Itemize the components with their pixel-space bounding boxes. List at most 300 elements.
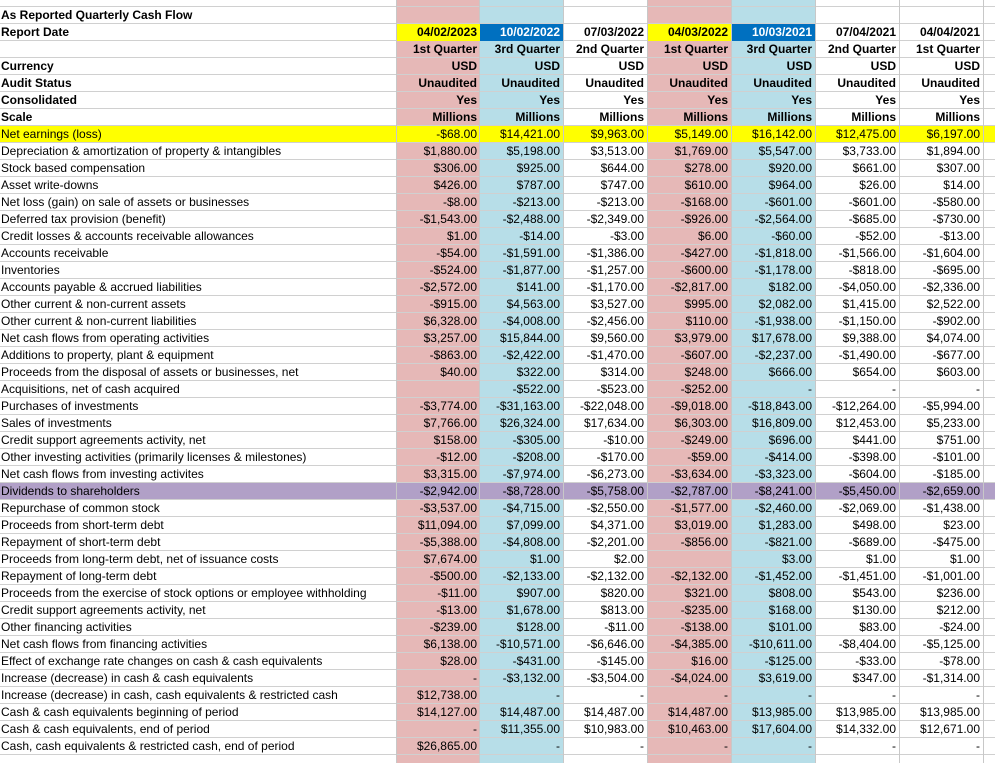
value-cell[interactable]: $128.00 [516,620,560,634]
value-cell[interactable]: -$1,314.00 [922,671,980,685]
value-cell[interactable]: -$1,438.00 [922,501,980,515]
value-cell[interactable]: $603.00 [936,365,980,379]
value-cell[interactable]: $1,283.00 [758,518,812,532]
value-cell[interactable]: -$915.00 [429,297,477,311]
value-cell[interactable]: -$78.00 [939,654,980,668]
value-cell[interactable]: -$235.00 [680,603,728,617]
value-cell[interactable]: $13,985.00 [919,705,980,719]
value-cell[interactable]: -$902.00 [932,314,980,328]
value-cell[interactable]: -$5,758.00 [586,484,644,498]
value-cell[interactable]: -$8,241.00 [754,484,812,498]
header-cell[interactable]: Yes [959,93,980,107]
value-cell[interactable]: $1,880.00 [423,144,477,158]
header-cell[interactable] [480,7,563,24]
value-cell[interactable]: $7,766.00 [423,416,477,430]
value-cell[interactable]: -$689.00 [848,535,896,549]
value-cell[interactable]: $101.00 [768,620,812,634]
row-label[interactable]: Accounts payable & accrued liabilities [1,280,202,294]
value-cell[interactable]: -$1,818.00 [754,246,812,260]
value-cell[interactable]: -$1,470.00 [586,348,644,362]
value-cell[interactable]: $654.00 [852,365,896,379]
value-cell[interactable]: $14,421.00 [499,127,560,141]
value-cell[interactable]: -$18,843.00 [747,399,812,413]
value-cell[interactable]: - [473,671,477,685]
value-cell[interactable]: -$1,257.00 [586,263,644,277]
value-cell[interactable]: -$1,178.00 [754,263,812,277]
value-cell[interactable]: $182.00 [768,280,812,294]
value-cell[interactable]: -$2,550.00 [586,501,644,515]
value-cell[interactable]: -$1,001.00 [922,569,980,583]
value-cell[interactable]: -$8.00 [442,195,477,209]
value-cell[interactable]: $3,513.00 [590,144,644,158]
row-label[interactable]: Acquisitions, net of cash acquired [1,382,180,396]
value-cell[interactable]: - [640,739,644,753]
header-cell[interactable]: USD [786,59,812,73]
value-cell[interactable]: -$7,974.00 [502,467,560,481]
value-cell[interactable]: $14,332.00 [835,722,896,736]
value-cell[interactable]: $12,738.00 [416,688,477,702]
value-cell[interactable]: $10,463.00 [667,722,728,736]
value-cell[interactable]: $820.00 [600,586,644,600]
value-cell[interactable]: -$5,994.00 [922,399,980,413]
value-cell[interactable]: $9,963.00 [590,127,644,141]
value-cell[interactable]: $6,328.00 [423,314,477,328]
value-cell[interactable]: -$10,611.00 [748,637,812,651]
value-cell[interactable]: -$213.00 [512,195,560,209]
value-cell[interactable]: $12,671.00 [919,722,980,736]
value-cell[interactable]: $13,985.00 [835,705,896,719]
value-cell[interactable]: -$3,537.00 [419,501,477,515]
date-cell[interactable]: 10/03/2021 [732,24,815,41]
value-cell[interactable]: - [808,739,812,753]
value-cell[interactable]: -$3,323.00 [754,467,812,481]
header-cell[interactable]: 2nd Quarter [575,42,644,56]
value-cell[interactable]: - [808,688,812,702]
value-cell[interactable]: $1.00 [446,229,477,243]
value-cell[interactable]: -$2,349.00 [586,212,644,226]
value-cell[interactable] [648,551,731,568]
value-cell[interactable]: -$2,942.00 [419,484,477,498]
value-cell[interactable]: -$1,577.00 [670,501,728,515]
value-cell[interactable]: $426.00 [433,178,477,192]
value-cell[interactable]: $14.00 [943,178,980,192]
header-cell[interactable]: USD [954,59,980,73]
header-cell[interactable]: USD [870,59,896,73]
value-cell[interactable]: $7,099.00 [506,518,560,532]
value-cell[interactable]: -$59.00 [687,450,728,464]
row-label[interactable]: Increase (decrease) in cash & cash equivalents [1,671,254,685]
value-cell[interactable]: -$52.00 [855,229,896,243]
value-cell[interactable]: $158.00 [433,433,477,447]
header-cell[interactable]: Unaudited [669,76,728,90]
value-cell[interactable]: $787.00 [516,178,560,192]
value-cell[interactable]: -$604.00 [848,467,896,481]
value-cell[interactable]: -$475.00 [932,535,980,549]
value-cell[interactable]: -$600.00 [680,263,728,277]
value-cell[interactable]: -$5,388.00 [419,535,477,549]
value-cell[interactable]: -$249.00 [680,433,728,447]
value-cell[interactable]: $40.00 [440,365,477,379]
value-cell[interactable]: -$2,133.00 [502,569,560,583]
value-cell[interactable]: -$926.00 [680,212,728,226]
row-label[interactable]: Net earnings (loss) [1,127,102,141]
header-cell[interactable] [900,7,983,24]
value-cell[interactable]: $23.00 [943,518,980,532]
value-cell[interactable]: $5,149.00 [674,127,728,141]
value-cell[interactable]: $610.00 [684,178,728,192]
header-cell[interactable]: Unaudited [837,76,896,90]
value-cell[interactable]: -$213.00 [596,195,644,209]
value-cell[interactable]: -$2,132.00 [586,569,644,583]
value-cell[interactable]: $17,604.00 [751,722,812,736]
value-cell[interactable]: -$1,543.00 [419,212,477,226]
value-cell[interactable]: -$31,163.00 [495,399,560,413]
row-label[interactable]: Repurchase of common stock [1,501,160,515]
value-cell[interactable]: -$5,125.00 [922,637,980,651]
row-label[interactable]: Accounts receivable [1,246,109,260]
value-cell[interactable]: -$22,048.00 [579,399,644,413]
row-label[interactable]: Cash & cash equivalents beginning of period [1,705,239,719]
row-label[interactable]: Other investing activities (primarily licenses & milestones) [1,450,307,464]
value-cell[interactable]: $15,844.00 [499,331,560,345]
header-cell[interactable]: Yes [623,93,644,107]
row-label[interactable]: Increase (decrease) in cash, cash equivalents & restricted cash [1,688,338,702]
value-cell[interactable]: $14,127.00 [416,705,477,719]
header-label[interactable]: Report Date [1,25,70,39]
value-cell[interactable]: -$12,264.00 [831,399,896,413]
row-label[interactable]: Inventories [1,263,60,277]
value-cell[interactable]: - [724,688,728,702]
value-cell[interactable]: $12,453.00 [835,416,896,430]
value-cell[interactable]: $6.00 [697,229,728,243]
header-cell[interactable]: Millions [599,110,644,124]
value-cell[interactable]: -$1,386.00 [586,246,644,260]
value-cell[interactable]: $17,634.00 [583,416,644,430]
value-cell[interactable]: $141.00 [516,280,560,294]
row-label[interactable]: Other financing activities [1,620,132,634]
value-cell[interactable]: -$2,572.00 [419,280,477,294]
value-cell[interactable]: -$2,237.00 [754,348,812,362]
value-cell[interactable]: $2,082.00 [758,297,812,311]
value-cell[interactable]: -$695.00 [932,263,980,277]
date-cell[interactable]: 07/04/2021 [835,25,896,39]
value-cell[interactable]: $1.00 [949,552,980,566]
date-cell[interactable]: 07/03/2022 [583,25,644,39]
value-cell[interactable]: -$4,385.00 [670,637,728,651]
value-cell[interactable]: - [892,739,896,753]
value-cell[interactable]: $7,674.00 [423,552,477,566]
value-cell[interactable]: $1.00 [529,552,560,566]
value-cell[interactable]: $6,138.00 [423,637,477,651]
value-cell[interactable]: - [976,382,980,396]
value-cell[interactable]: $9,560.00 [590,331,644,345]
header-cell[interactable]: USD [534,59,560,73]
value-cell[interactable]: -$730.00 [932,212,980,226]
row-label[interactable]: Credit losses & accounts receivable allowances [1,229,254,243]
header-cell[interactable]: 1st Quarter [412,42,477,56]
value-cell[interactable]: $696.00 [768,433,812,447]
value-cell[interactable]: $110.00 [685,314,728,328]
value-cell[interactable]: $3,019.00 [674,518,728,532]
value-cell[interactable]: -$580.00 [932,195,980,209]
value-cell[interactable]: $4,371.00 [590,518,644,532]
value-cell[interactable]: -$1,566.00 [838,246,896,260]
value-cell[interactable]: -$6,646.00 [586,637,644,651]
value-cell[interactable]: $322.00 [516,365,560,379]
value-cell[interactable]: -$3,634.00 [670,467,728,481]
value-cell[interactable]: -$2,069.00 [838,501,896,515]
value-cell[interactable]: $26.00 [859,178,896,192]
header-cell[interactable]: 2nd Quarter [827,42,896,56]
value-cell[interactable]: $543.00 [852,586,896,600]
row-label[interactable]: Proceeds from short-term debt [1,518,164,532]
value-cell[interactable]: - [640,688,644,702]
value-cell[interactable]: - [556,739,560,753]
value-cell[interactable]: -$4,024.00 [670,671,728,685]
row-label[interactable]: Other current & non-current assets [1,297,186,311]
value-cell[interactable]: $2.00 [613,552,644,566]
value-cell[interactable]: $1.00 [865,552,896,566]
value-cell[interactable]: -$4,050.00 [838,280,896,294]
header-cell[interactable]: Yes [456,93,477,107]
value-cell[interactable]: -$4,715.00 [502,501,560,515]
value-cell[interactable]: $1,415.00 [842,297,896,311]
header-cell[interactable]: Yes [707,93,728,107]
row-label[interactable]: Cash, cash equivalents & restricted cash, end of period [1,739,295,753]
row-label[interactable]: Effect of exchange rate changes on cash & cash equivalents [1,654,323,668]
value-cell[interactable]: $314.00 [600,365,644,379]
date-cell[interactable]: 04/04/2021 [919,25,980,39]
value-cell[interactable]: $307.00 [936,161,980,175]
date-cell[interactable]: 10/02/2022 [480,24,563,41]
header-cell[interactable]: Yes [875,93,896,107]
value-cell[interactable]: -$8,728.00 [502,484,560,498]
value-cell[interactable]: -$1,170.00 [586,280,644,294]
row-label[interactable]: Net cash flows from investing activites [1,467,204,481]
header-cell[interactable]: Unaudited [418,76,477,90]
value-cell[interactable]: -$2,460.00 [754,501,812,515]
value-cell[interactable]: - [892,688,896,702]
value-cell[interactable]: -$3,132.00 [502,671,560,685]
value-cell[interactable]: - [473,722,477,736]
row-label[interactable]: Proceeds from long-term debt, net of issuance costs [1,552,279,566]
value-cell[interactable]: - [808,382,812,396]
value-cell[interactable]: -$13.00 [436,603,477,617]
row-label[interactable]: Net loss (gain) on sale of assets or businesses [1,195,250,209]
value-cell[interactable]: $813.00 [600,603,644,617]
row-label[interactable]: Net cash flows from financing activities [1,637,208,651]
header-cell[interactable]: Millions [432,110,477,124]
value-cell[interactable]: -$4,008.00 [502,314,560,328]
date-cell[interactable]: 04/03/2022 [648,24,731,41]
value-cell[interactable]: -$863.00 [429,348,477,362]
row-label[interactable]: Repayment of long-term debt [1,569,157,583]
value-cell[interactable]: -$185.00 [932,467,980,481]
value-cell[interactable]: $14,487.00 [499,705,560,719]
value-cell[interactable]: $1,894.00 [926,144,980,158]
value-cell[interactable]: -$1,490.00 [838,348,896,362]
row-label[interactable]: Dividends to shareholders [1,484,140,498]
row-label[interactable]: Stock based compensation [1,161,146,175]
value-cell[interactable]: -$2,201.00 [586,535,644,549]
header-label[interactable]: Currency [1,59,54,73]
value-cell[interactable]: $3,527.00 [590,297,644,311]
value-cell[interactable]: -$252.00 [680,382,728,396]
value-cell[interactable]: -$11.00 [437,586,477,600]
row-label[interactable]: Credit support agreements activity, net [1,433,206,447]
value-cell[interactable]: $6,197.00 [926,127,980,141]
header-label[interactable]: Scale [1,110,33,124]
value-cell[interactable]: -$1,452.00 [754,569,812,583]
value-cell[interactable]: $28.00 [440,654,477,668]
value-cell[interactable]: -$607.00 [680,348,728,362]
value-cell[interactable]: $212.00 [936,603,980,617]
value-cell[interactable]: -$11.00 [604,620,644,634]
value-cell[interactable]: -$60.00 [771,229,812,243]
value-cell[interactable]: $236.00 [936,586,980,600]
header-cell[interactable]: 1st Quarter [915,42,980,56]
row-label[interactable]: Cash & cash equivalents, end of period [1,722,210,736]
value-cell[interactable]: $1,769.00 [674,144,728,158]
value-cell[interactable]: $808.00 [768,586,812,600]
header-cell[interactable]: 3rd Quarter [746,42,812,56]
value-cell[interactable]: $661.00 [852,161,896,175]
value-cell[interactable]: - [556,688,560,702]
value-cell[interactable]: -$125.00 [764,654,812,668]
value-cell[interactable]: -$3.00 [609,229,644,243]
value-cell[interactable]: $11,355.00 [500,722,560,736]
value-cell[interactable]: -$500.00 [429,569,477,583]
value-cell[interactable]: -$1,451.00 [838,569,896,583]
value-cell[interactable]: -$601.00 [848,195,896,209]
value-cell[interactable]: -$2,456.00 [586,314,644,328]
value-cell[interactable]: $16,142.00 [751,127,812,141]
value-cell[interactable]: $4,074.00 [926,331,980,345]
value-cell[interactable]: $6,303.00 [674,416,728,430]
value-cell[interactable]: $925.00 [516,161,560,175]
value-cell[interactable]: -$414.00 [764,450,812,464]
value-cell[interactable]: $12,475.00 [835,127,896,141]
date-cell[interactable]: 04/02/2023 [397,24,480,41]
value-cell[interactable]: -$821.00 [764,535,812,549]
value-cell[interactable]: -$101.00 [932,450,980,464]
value-cell[interactable]: $10,983.00 [583,722,644,736]
value-cell[interactable]: $16.00 [691,654,728,668]
header-cell[interactable]: Millions [515,110,560,124]
header-cell[interactable]: 1st Quarter [663,42,728,56]
value-cell[interactable]: $5,233.00 [926,416,980,430]
value-cell[interactable]: -$8,404.00 [838,637,896,651]
value-cell[interactable]: -$2,488.00 [502,212,560,226]
value-cell[interactable]: $321.00 [684,586,728,600]
value-cell[interactable] [397,381,480,398]
value-cell[interactable]: -$398.00 [848,450,896,464]
value-cell[interactable]: $13,985.00 [751,705,812,719]
header-cell[interactable] [397,7,480,24]
header-cell[interactable]: Yes [539,93,560,107]
header-cell[interactable]: USD [702,59,728,73]
value-cell[interactable]: $3,257.00 [423,331,477,345]
value-cell[interactable]: -$2,564.00 [754,212,812,226]
header-cell[interactable]: Unaudited [585,76,644,90]
value-cell[interactable]: -$9,018.00 [670,399,728,413]
value-cell[interactable]: -$2,422.00 [502,348,560,362]
value-cell[interactable]: -$1,591.00 [502,246,560,260]
value-cell[interactable]: -$685.00 [848,212,896,226]
value-cell[interactable]: $5,198.00 [506,144,560,158]
value-cell[interactable]: -$431.00 [512,654,560,668]
value-cell[interactable]: -$305.00 [512,433,560,447]
header-cell[interactable]: Unaudited [501,76,560,90]
value-cell[interactable]: -$523.00 [596,382,644,396]
value-cell[interactable]: -$601.00 [764,195,812,209]
header-cell[interactable]: Millions [851,110,896,124]
value-cell[interactable]: $3,733.00 [842,144,896,158]
value-cell[interactable]: -$239.00 [429,620,477,634]
value-cell[interactable]: $168.00 [768,603,812,617]
value-cell[interactable]: -$2,336.00 [922,280,980,294]
value-cell[interactable]: -$2,787.00 [670,484,728,498]
value-cell[interactable]: -$24.00 [939,620,980,634]
row-label[interactable]: Purchases of investments [1,399,139,413]
value-cell[interactable]: $3,315.00 [423,467,477,481]
value-cell[interactable]: -$1,938.00 [754,314,812,328]
value-cell[interactable]: -$677.00 [932,348,980,362]
header-cell[interactable]: USD [451,59,477,73]
value-cell[interactable]: $306.00 [433,161,477,175]
header-cell[interactable] [816,7,899,24]
value-cell[interactable]: $5,547.00 [758,144,812,158]
value-cell[interactable]: - [892,382,896,396]
value-cell[interactable]: $26,324.00 [499,416,560,430]
value-cell[interactable]: -$168.00 [680,195,728,209]
value-cell[interactable]: -$1,150.00 [838,314,896,328]
value-cell[interactable]: -$10,571.00 [495,637,560,651]
row-label[interactable]: Asset write-downs [1,178,99,192]
value-cell[interactable]: $3,979.00 [674,331,728,345]
value-cell[interactable]: -$13.00 [939,229,980,243]
value-cell[interactable]: -$427.00 [680,246,728,260]
value-cell[interactable]: $3,619.00 [758,671,812,685]
value-cell[interactable]: -$1,604.00 [922,246,980,260]
value-cell[interactable]: $2,522.00 [926,297,980,311]
row-label[interactable]: Additions to property, plant & equipment [1,348,214,362]
value-cell[interactable]: -$3,774.00 [419,399,477,413]
value-cell[interactable]: $4,563.00 [506,297,560,311]
header-cell[interactable] [648,7,731,24]
value-cell[interactable]: $9,388.00 [842,331,896,345]
value-cell[interactable]: -$14.00 [519,229,560,243]
value-cell[interactable]: -$208.00 [512,450,560,464]
row-label[interactable]: Other current & non-current liabilities [1,314,197,328]
row-label[interactable]: Deferred tax provision (benefit) [1,212,166,226]
row-label[interactable]: Net cash flows from operating activities [1,331,210,345]
header-label[interactable] [0,41,395,58]
value-cell[interactable]: -$818.00 [848,263,896,277]
value-cell[interactable]: $666.00 [768,365,812,379]
value-cell[interactable]: -$522.00 [512,382,560,396]
header-label[interactable]: Audit Status [1,76,72,90]
row-label[interactable]: Sales of investments [1,416,112,430]
header-cell[interactable]: Millions [767,110,812,124]
header-cell[interactable]: Unaudited [753,76,812,90]
header-label[interactable]: Consolidated [1,93,78,107]
value-cell[interactable]: $347.00 [852,671,896,685]
value-cell[interactable]: $248.00 [684,365,728,379]
value-cell[interactable]: -$5,450.00 [838,484,896,498]
value-cell[interactable]: $498.00 [852,518,896,532]
value-cell[interactable]: $995.00 [684,297,728,311]
